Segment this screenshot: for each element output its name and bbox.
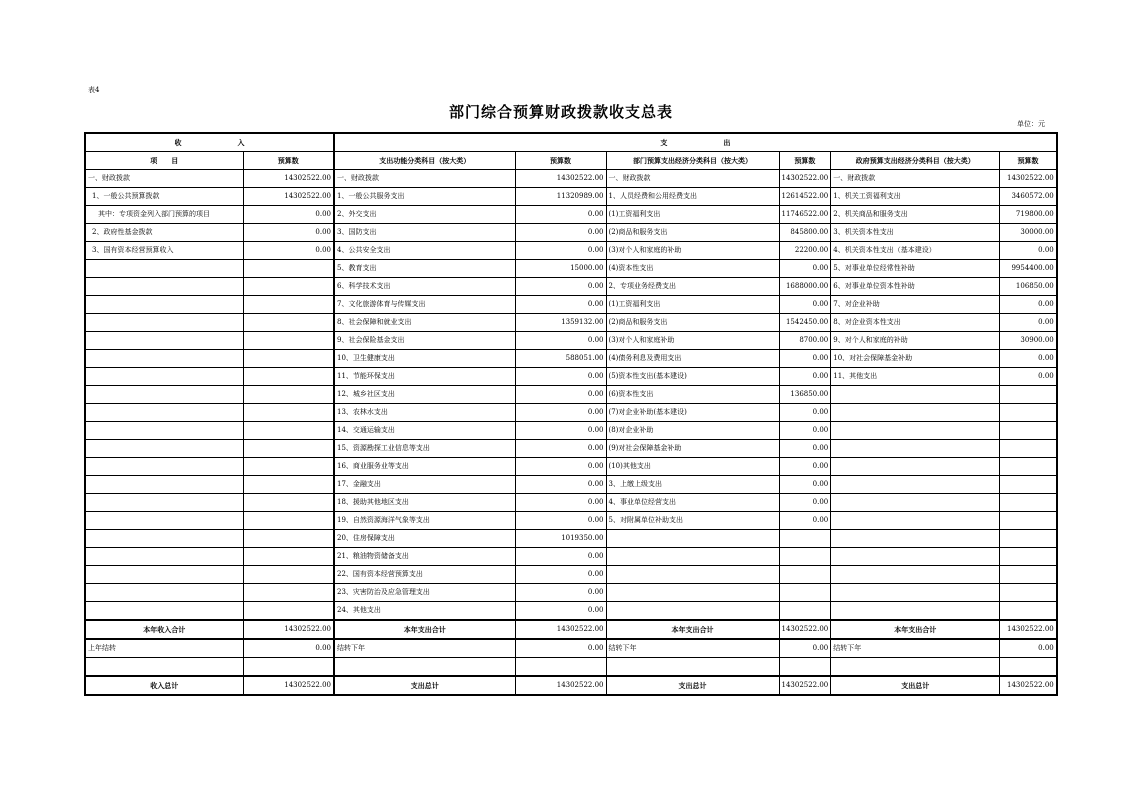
row-label-cell bbox=[831, 404, 1000, 422]
expense-total-value: 14302522.00 bbox=[515, 676, 606, 695]
row-label-cell: 5、对附属单位补助支出 bbox=[606, 512, 779, 530]
row-value-cell: 106850.00 bbox=[1000, 278, 1057, 296]
table-row bbox=[85, 530, 1057, 548]
row-value-cell: 0.00 bbox=[779, 458, 831, 476]
row-label-cell: 2、政府性基金拨款 bbox=[85, 224, 243, 242]
row-label-cell: (2)商品和服务支出 bbox=[606, 224, 779, 242]
table-row bbox=[85, 314, 1057, 332]
row-value-cell: 0.00 bbox=[779, 422, 831, 440]
row-value-cell bbox=[243, 512, 334, 530]
row-label-cell bbox=[85, 278, 243, 296]
row-label-cell bbox=[85, 332, 243, 350]
row-value-cell: 0.00 bbox=[1000, 296, 1057, 314]
row-label-cell: 21、粮油物资储备支出 bbox=[334, 548, 515, 566]
row-label-cell: 7、文化旅游体育与传媒支出 bbox=[334, 296, 515, 314]
row-value-cell: 0.00 bbox=[779, 350, 831, 368]
row-label-cell: 13、农林水支出 bbox=[334, 404, 515, 422]
col-gov-econ-cat: 政府预算支出经济分类科目（按大类） bbox=[831, 152, 1000, 170]
row-label-cell: (4)资本性支出 bbox=[606, 260, 779, 278]
row-label-cell: 18、援助其他地区支出 bbox=[334, 494, 515, 512]
row-label-cell: 5、教育支出 bbox=[334, 260, 515, 278]
spacer-cell bbox=[85, 658, 243, 677]
table-row bbox=[85, 548, 1057, 566]
row-value-cell: 0.00 bbox=[515, 206, 606, 224]
table-row bbox=[85, 476, 1057, 494]
row-value-cell bbox=[243, 602, 334, 621]
row-label-cell: 其中：专项资金列入部门预算的项目 bbox=[85, 206, 243, 224]
spacer-cell bbox=[243, 658, 334, 677]
table-row bbox=[85, 350, 1057, 368]
row-value-cell: 1542450.00 bbox=[779, 314, 831, 332]
carry-out-label: 结转下年 bbox=[334, 639, 515, 658]
row-label-cell: 4、事业单位经营支出 bbox=[606, 494, 779, 512]
row-label-cell: 10、对社会保障基金补助 bbox=[831, 350, 1000, 368]
expense-header: 支 出 bbox=[334, 133, 1057, 152]
row-label-cell: 8、社会保障和就业支出 bbox=[334, 314, 515, 332]
year-income-label: 本年收入合计 bbox=[85, 620, 243, 639]
row-value-cell: 0.00 bbox=[515, 602, 606, 621]
row-label-cell: (1)工资福利支出 bbox=[606, 206, 779, 224]
row-label-cell: (5)资本性支出(基本建设) bbox=[606, 368, 779, 386]
row-label-cell: 10、卫生健康支出 bbox=[334, 350, 515, 368]
table-row bbox=[85, 296, 1057, 314]
income-total-label: 收入总计 bbox=[85, 676, 243, 695]
row-label-cell bbox=[606, 548, 779, 566]
row-label-cell: (9)对社会保障基金补助 bbox=[606, 440, 779, 458]
table-number: 表4 bbox=[88, 86, 100, 94]
row-value-cell bbox=[1000, 530, 1057, 548]
row-label-cell: 2、专项业务经费支出 bbox=[606, 278, 779, 296]
expense-total-label: 支出总计 bbox=[334, 676, 515, 695]
row-value-cell bbox=[243, 350, 334, 368]
row-value-cell bbox=[243, 548, 334, 566]
row-value-cell bbox=[1000, 584, 1057, 602]
row-value-cell: 845800.00 bbox=[779, 224, 831, 242]
row-label-cell: 9、对个人和家庭的补助 bbox=[831, 332, 1000, 350]
row-value-cell: 0.00 bbox=[243, 206, 334, 224]
row-value-cell bbox=[243, 260, 334, 278]
row-label-cell bbox=[831, 530, 1000, 548]
row-label-cell: 6、科学技术支出 bbox=[334, 278, 515, 296]
row-label-cell: 3、机关资本性支出 bbox=[831, 224, 1000, 242]
table-row bbox=[85, 512, 1057, 530]
row-value-cell: 136850.00 bbox=[779, 386, 831, 404]
row-label-cell bbox=[85, 404, 243, 422]
row-value-cell: 14302522.00 bbox=[1000, 170, 1057, 188]
row-value-cell bbox=[243, 368, 334, 386]
row-label-cell: (2)商品和服务支出 bbox=[606, 314, 779, 332]
row-value-cell: 14302522.00 bbox=[515, 170, 606, 188]
row-label-cell: 23、灾害防治及应急管理支出 bbox=[334, 584, 515, 602]
carry-in-value: 0.00 bbox=[243, 639, 334, 658]
col-item: 项 目 bbox=[85, 152, 243, 170]
row-label-cell: (4)债务利息及费用支出 bbox=[606, 350, 779, 368]
row-value-cell: 0.00 bbox=[779, 260, 831, 278]
row-value-cell: 719800.00 bbox=[1000, 206, 1057, 224]
row-label-cell bbox=[85, 368, 243, 386]
table-row bbox=[85, 224, 1057, 242]
row-label-cell bbox=[85, 602, 243, 621]
year-total-row bbox=[85, 620, 1057, 639]
row-value-cell: 15000.00 bbox=[515, 260, 606, 278]
table-row bbox=[85, 332, 1057, 350]
table-row bbox=[85, 566, 1057, 584]
col-func-cat: 支出功能分类科目（按大类） bbox=[334, 152, 515, 170]
row-label-cell: 17、金融支出 bbox=[334, 476, 515, 494]
carry-in-label: 上年结转 bbox=[85, 639, 243, 658]
row-value-cell bbox=[1000, 566, 1057, 584]
row-value-cell bbox=[243, 584, 334, 602]
row-label-cell bbox=[85, 548, 243, 566]
row-value-cell bbox=[779, 602, 831, 621]
year-expense-label: 本年支出合计 bbox=[334, 620, 515, 639]
row-label-cell bbox=[831, 422, 1000, 440]
row-label-cell bbox=[606, 584, 779, 602]
row-value-cell: 0.00 bbox=[515, 404, 606, 422]
year-expense-label: 本年支出合计 bbox=[831, 620, 1000, 639]
row-value-cell: 0.00 bbox=[1000, 242, 1057, 260]
row-value-cell bbox=[1000, 386, 1057, 404]
year-expense-value: 14302522.00 bbox=[1000, 620, 1057, 639]
row-label-cell: 15、资源勘探工业信息等支出 bbox=[334, 440, 515, 458]
row-label-cell bbox=[831, 494, 1000, 512]
row-value-cell: 0.00 bbox=[243, 242, 334, 260]
row-label-cell bbox=[831, 386, 1000, 404]
year-expense-value: 14302522.00 bbox=[515, 620, 606, 639]
spacer-cell bbox=[831, 658, 1000, 677]
row-value-cell: 0.00 bbox=[515, 440, 606, 458]
spacer-row bbox=[85, 658, 1057, 677]
row-label-cell: 3、国防支出 bbox=[334, 224, 515, 242]
row-value-cell: 0.00 bbox=[515, 278, 606, 296]
table-row bbox=[85, 278, 1057, 296]
table-row bbox=[85, 386, 1057, 404]
row-value-cell: 14302522.00 bbox=[243, 170, 334, 188]
row-label-cell: 一、财政拨款 bbox=[606, 170, 779, 188]
table-row bbox=[85, 584, 1057, 602]
row-label-cell: 22、国有资本经营预算支出 bbox=[334, 566, 515, 584]
row-value-cell: 0.00 bbox=[515, 548, 606, 566]
row-label-cell: 12、城乡社区支出 bbox=[334, 386, 515, 404]
row-value-cell bbox=[1000, 458, 1057, 476]
carry-out-value: 0.00 bbox=[1000, 639, 1057, 658]
row-value-cell: 14302522.00 bbox=[779, 170, 831, 188]
row-value-cell: 0.00 bbox=[515, 332, 606, 350]
row-label-cell bbox=[85, 350, 243, 368]
row-value-cell bbox=[243, 494, 334, 512]
row-label-cell: 16、商业服务业等支出 bbox=[334, 458, 515, 476]
row-label-cell bbox=[831, 512, 1000, 530]
row-value-cell: 3460572.00 bbox=[1000, 188, 1057, 206]
table-row bbox=[85, 368, 1057, 386]
expense-total-value: 14302522.00 bbox=[1000, 676, 1057, 695]
table-row bbox=[85, 188, 1057, 206]
carry-out-label: 结转下年 bbox=[606, 639, 779, 658]
table-row bbox=[85, 206, 1057, 224]
row-value-cell bbox=[243, 386, 334, 404]
col-budget-4: 预算数 bbox=[1000, 152, 1057, 170]
row-value-cell: 12614522.00 bbox=[779, 188, 831, 206]
row-value-cell: 9954400.00 bbox=[1000, 260, 1057, 278]
column-header-row bbox=[85, 152, 1057, 170]
row-label-cell: 1、一般公共预算拨款 bbox=[85, 188, 243, 206]
row-value-cell: 1688000.00 bbox=[779, 278, 831, 296]
row-label-cell bbox=[85, 530, 243, 548]
col-dept-econ-cat: 部门预算支出经济分类科目（按大类） bbox=[606, 152, 779, 170]
row-value-cell bbox=[1000, 494, 1057, 512]
expense-total-value: 14302522.00 bbox=[779, 676, 831, 695]
row-value-cell: 0.00 bbox=[779, 296, 831, 314]
year-expense-label: 本年支出合计 bbox=[606, 620, 779, 639]
row-label-cell bbox=[85, 584, 243, 602]
row-label-cell bbox=[85, 512, 243, 530]
row-value-cell: 0.00 bbox=[779, 494, 831, 512]
row-label-cell: 4、公共安全支出 bbox=[334, 242, 515, 260]
row-label-cell: 2、外交支出 bbox=[334, 206, 515, 224]
table-row bbox=[85, 170, 1057, 188]
row-label-cell bbox=[831, 440, 1000, 458]
col-budget-2: 预算数 bbox=[515, 152, 606, 170]
row-label-cell: 14、交通运输支出 bbox=[334, 422, 515, 440]
row-label-cell bbox=[831, 458, 1000, 476]
row-value-cell: 0.00 bbox=[1000, 368, 1057, 386]
row-value-cell bbox=[243, 296, 334, 314]
row-value-cell: 0.00 bbox=[779, 476, 831, 494]
row-value-cell: 0.00 bbox=[779, 440, 831, 458]
row-label-cell: (3)对个人和家庭补助 bbox=[606, 332, 779, 350]
row-label-cell bbox=[85, 566, 243, 584]
row-label-cell: (7)对企业补助(基本建设) bbox=[606, 404, 779, 422]
page-title: 部门综合预算财政拨款收支总表 bbox=[448, 103, 673, 121]
row-label-cell: 1、机关工资福利支出 bbox=[831, 188, 1000, 206]
row-value-cell: 11320989.00 bbox=[515, 188, 606, 206]
row-value-cell: 0.00 bbox=[515, 242, 606, 260]
year-expense-value: 14302522.00 bbox=[779, 620, 831, 639]
carry-out-label: 结转下年 bbox=[831, 639, 1000, 658]
row-value-cell bbox=[1000, 512, 1057, 530]
row-value-cell bbox=[1000, 548, 1057, 566]
row-label-cell: (8)对企业补助 bbox=[606, 422, 779, 440]
budget-summary-table bbox=[84, 132, 1058, 696]
row-value-cell bbox=[779, 566, 831, 584]
income-total-value: 14302522.00 bbox=[243, 676, 334, 695]
row-label-cell bbox=[85, 440, 243, 458]
row-value-cell bbox=[779, 548, 831, 566]
col-budget-1: 预算数 bbox=[243, 152, 334, 170]
row-label-cell bbox=[606, 602, 779, 621]
table-row bbox=[85, 494, 1057, 512]
unit-label: 单位：元 bbox=[1017, 120, 1045, 128]
row-value-cell bbox=[1000, 404, 1057, 422]
row-value-cell bbox=[243, 458, 334, 476]
row-label-cell: 7、对企业补助 bbox=[831, 296, 1000, 314]
row-label-cell: 9、社会保险基金支出 bbox=[334, 332, 515, 350]
row-label-cell: (1)工资福利支出 bbox=[606, 296, 779, 314]
row-value-cell bbox=[243, 530, 334, 548]
row-label-cell bbox=[606, 530, 779, 548]
expense-total-label: 支出总计 bbox=[606, 676, 779, 695]
table-row bbox=[85, 404, 1057, 422]
row-value-cell bbox=[1000, 440, 1057, 458]
row-label-cell bbox=[831, 548, 1000, 566]
row-label-cell: 8、对企业资本性支出 bbox=[831, 314, 1000, 332]
spacer-cell bbox=[515, 658, 606, 677]
row-value-cell: 0.00 bbox=[515, 476, 606, 494]
row-value-cell: 1019350.00 bbox=[515, 530, 606, 548]
row-value-cell bbox=[243, 314, 334, 332]
row-label-cell: 2、机关商品和服务支出 bbox=[831, 206, 1000, 224]
income-header: 收 入 bbox=[85, 133, 334, 152]
row-value-cell bbox=[243, 476, 334, 494]
row-label-cell: 11、节能环保支出 bbox=[334, 368, 515, 386]
row-label-cell: (3)对个人和家庭的补助 bbox=[606, 242, 779, 260]
row-value-cell bbox=[1000, 602, 1057, 621]
spacer-cell bbox=[334, 658, 515, 677]
row-value-cell: 0.00 bbox=[779, 368, 831, 386]
row-label-cell: 一、财政拨款 bbox=[334, 170, 515, 188]
row-value-cell: 0.00 bbox=[515, 458, 606, 476]
grand-total-row bbox=[85, 676, 1057, 695]
row-value-cell bbox=[243, 404, 334, 422]
row-label-cell: 4、机关资本性支出（基本建设） bbox=[831, 242, 1000, 260]
row-label-cell: 3、国有资本经营预算收入 bbox=[85, 242, 243, 260]
row-label-cell: 1、人员经费和公用经费支出 bbox=[606, 188, 779, 206]
row-label-cell: (6)资本性支出 bbox=[606, 386, 779, 404]
row-value-cell: 0.00 bbox=[515, 224, 606, 242]
row-value-cell: 0.00 bbox=[515, 584, 606, 602]
row-value-cell: 1359132.00 bbox=[515, 314, 606, 332]
row-label-cell bbox=[85, 458, 243, 476]
row-value-cell: 0.00 bbox=[515, 494, 606, 512]
row-label-cell: 20、住房保障支出 bbox=[334, 530, 515, 548]
row-value-cell: 30000.00 bbox=[1000, 224, 1057, 242]
row-label-cell: 一、财政拨款 bbox=[831, 170, 1000, 188]
row-label-cell bbox=[85, 296, 243, 314]
row-value-cell bbox=[243, 440, 334, 458]
section-header-row bbox=[85, 133, 1057, 152]
row-label-cell: 一、财政拨款 bbox=[85, 170, 243, 188]
row-value-cell: 0.00 bbox=[515, 566, 606, 584]
spacer-cell bbox=[1000, 658, 1057, 677]
row-value-cell bbox=[779, 584, 831, 602]
row-label-cell: 11、其他支出 bbox=[831, 368, 1000, 386]
table-row bbox=[85, 602, 1057, 621]
row-value-cell: 0.00 bbox=[515, 512, 606, 530]
row-value-cell: 0.00 bbox=[515, 386, 606, 404]
year-income-value: 14302522.00 bbox=[243, 620, 334, 639]
row-value-cell: 588051.00 bbox=[515, 350, 606, 368]
row-value-cell bbox=[243, 278, 334, 296]
row-value-cell: 0.00 bbox=[515, 368, 606, 386]
row-label-cell bbox=[831, 602, 1000, 621]
row-value-cell bbox=[1000, 422, 1057, 440]
row-label-cell bbox=[831, 476, 1000, 494]
row-value-cell: 0.00 bbox=[1000, 314, 1057, 332]
spacer-cell bbox=[606, 658, 779, 677]
spacer-cell bbox=[779, 658, 831, 677]
carry-row bbox=[85, 639, 1057, 658]
col-budget-3: 预算数 bbox=[779, 152, 831, 170]
row-label-cell: 3、上缴上级支出 bbox=[606, 476, 779, 494]
row-value-cell bbox=[243, 566, 334, 584]
row-value-cell: 0.00 bbox=[1000, 350, 1057, 368]
row-label-cell: 1、一般公共服务支出 bbox=[334, 188, 515, 206]
table-row bbox=[85, 260, 1057, 278]
row-label-cell bbox=[85, 260, 243, 278]
row-label-cell bbox=[606, 566, 779, 584]
row-value-cell: 11746522.00 bbox=[779, 206, 831, 224]
row-label-cell: 5、对事业单位经常性补助 bbox=[831, 260, 1000, 278]
row-label-cell bbox=[85, 386, 243, 404]
row-label-cell: 24、其他支出 bbox=[334, 602, 515, 621]
row-value-cell: 8700.00 bbox=[779, 332, 831, 350]
row-label-cell: 6、对事业单位资本性补助 bbox=[831, 278, 1000, 296]
table-row bbox=[85, 242, 1057, 260]
row-label-cell bbox=[85, 314, 243, 332]
row-value-cell bbox=[779, 530, 831, 548]
table-row bbox=[85, 422, 1057, 440]
row-value-cell bbox=[1000, 476, 1057, 494]
row-label-cell bbox=[85, 476, 243, 494]
table-row bbox=[85, 458, 1057, 476]
row-value-cell: 30900.00 bbox=[1000, 332, 1057, 350]
row-value-cell bbox=[243, 422, 334, 440]
row-value-cell: 22200.00 bbox=[779, 242, 831, 260]
row-label-cell bbox=[85, 494, 243, 512]
row-label-cell: 19、自然资源海洋气象等支出 bbox=[334, 512, 515, 530]
carry-out-value: 0.00 bbox=[515, 639, 606, 658]
row-value-cell: 0.00 bbox=[515, 422, 606, 440]
row-value-cell: 14302522.00 bbox=[243, 188, 334, 206]
row-value-cell: 0.00 bbox=[779, 404, 831, 422]
carry-out-value: 0.00 bbox=[779, 639, 831, 658]
row-label-cell bbox=[85, 422, 243, 440]
row-label-cell: (10)其他支出 bbox=[606, 458, 779, 476]
row-value-cell bbox=[243, 332, 334, 350]
table-row bbox=[85, 440, 1057, 458]
row-value-cell: 0.00 bbox=[515, 296, 606, 314]
row-label-cell bbox=[831, 584, 1000, 602]
row-value-cell: 0.00 bbox=[779, 512, 831, 530]
row-label-cell bbox=[831, 566, 1000, 584]
expense-total-label: 支出总计 bbox=[831, 676, 1000, 695]
row-value-cell: 0.00 bbox=[243, 224, 334, 242]
